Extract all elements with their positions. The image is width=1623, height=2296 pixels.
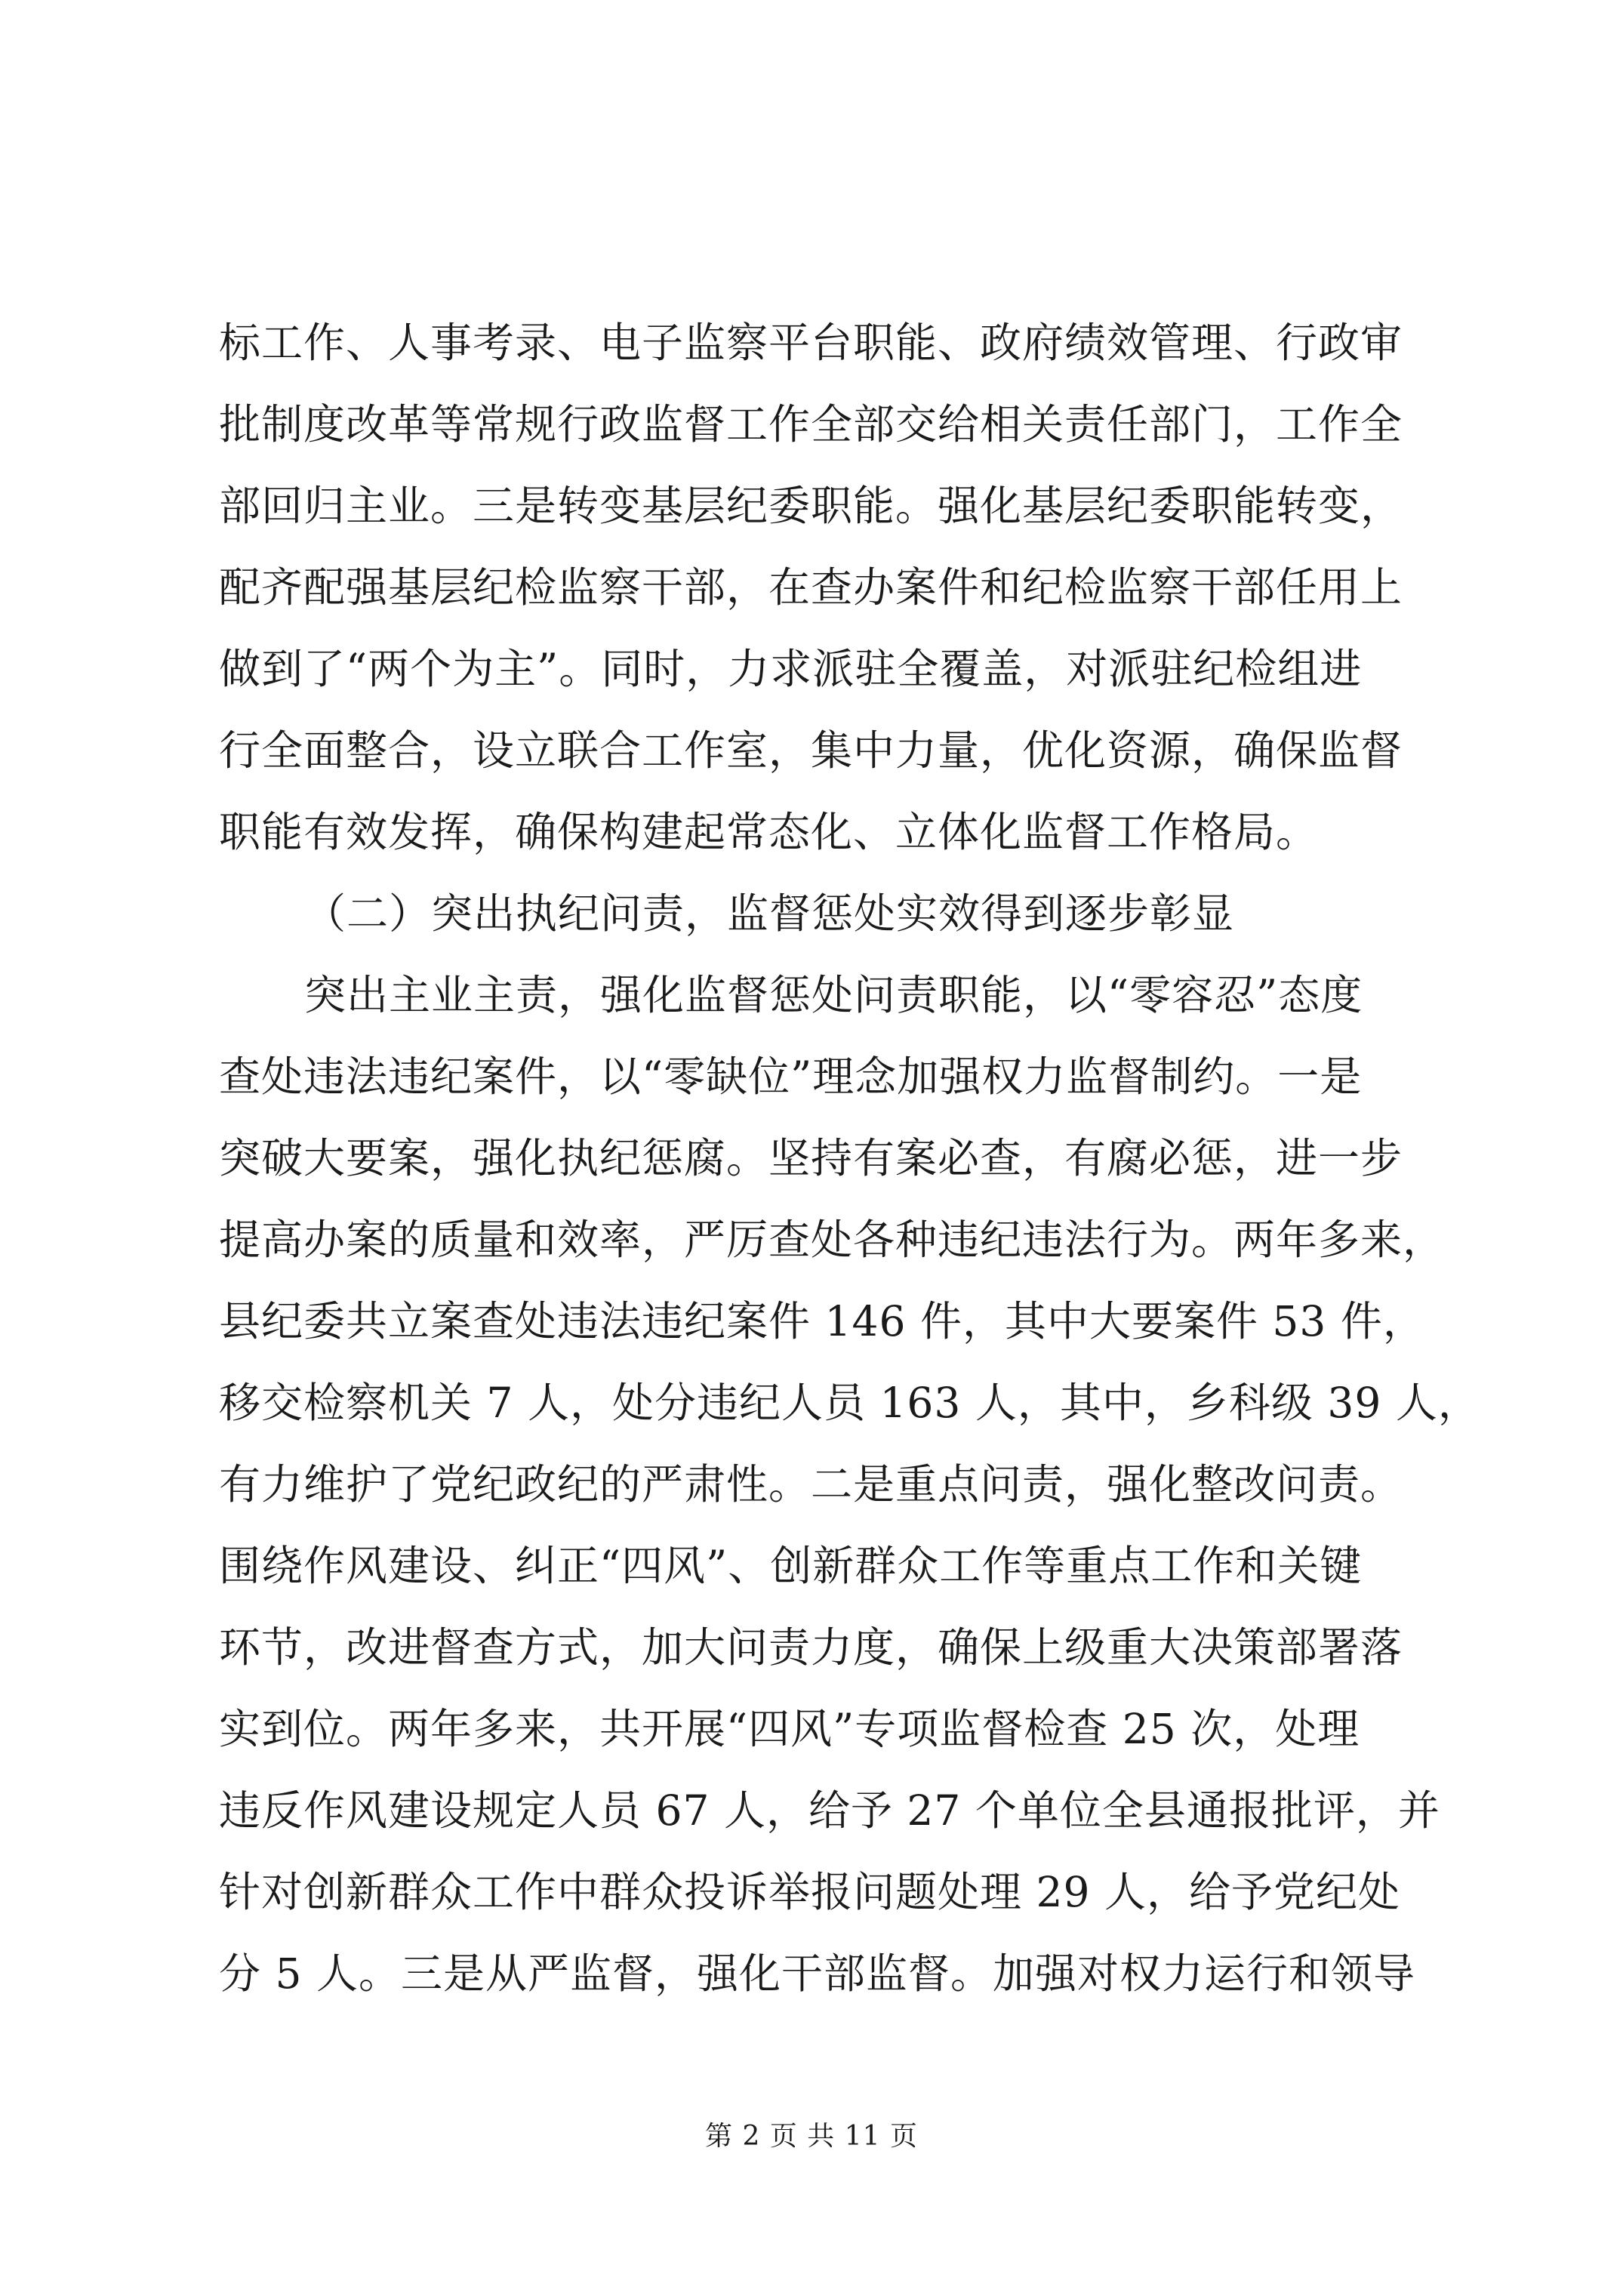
text-line: 行全面整合，设立联合工作室，集中力量，优化资源，确保监督: [219, 726, 1403, 775]
page-number-footer: 第 2 页 共 11 页: [705, 2121, 918, 2152]
text-line: 分 5 人。三是从严监督，强化干部监督。加强对权力运行和领导: [219, 1949, 1415, 1998]
text-line: 标工作、人事考录、电子监察平台职能、政府绩效管理、行政审: [219, 319, 1403, 367]
text-line: 环节，改进督查方式，加大问责力度，确保上级重大决策部署落: [219, 1623, 1403, 1672]
text-line: 部回归主业。三是转变基层纪委职能。强化基层纪委职能转变，: [219, 482, 1403, 530]
section-heading: （二）突出执纪问责，监督惩处实效得到逐步彰显: [304, 889, 1235, 938]
text-line: 有力维护了党纪政纪的严肃性。二是重点问责，强化整改问责。: [219, 1460, 1403, 1509]
text-line: 县纪委共立案查处违法违纪案件 146 件，其中大要案件 53 件，: [219, 1297, 1425, 1345]
text-line: 违反作风建设规定人员 67 人，给予 27 个单位全县通报批评，并: [219, 1786, 1440, 1835]
text-line: 移交检察机关 7 人，处分违纪人员 163 人，其中，乡科级 39 人，: [219, 1379, 1480, 1427]
text-line: 提高办案的质量和效率，严厉查处各种违纪违法行为。两年多来，: [219, 1216, 1446, 1264]
text-line: 围绕作风建设、纠正“四风”、创新群众工作等重点工作和关键: [219, 1542, 1363, 1590]
text-line: 实到位。两年多来，共开展“四风”专项监督检查 25 次，处理: [219, 1705, 1360, 1753]
body-text: [219, 302, 1480, 2014]
text-line: 批制度改革等常规行政监督工作全部交给相关责任部门，工作全: [219, 400, 1403, 448]
text-line: 针对创新群众工作中群众投诉举报问题处理 29 人，给予党纪处: [219, 1868, 1400, 1916]
text-line: 突破大要案，强化执纪惩腐。坚持有案必查，有腐必惩，进一步: [219, 1134, 1403, 1182]
paragraph-first-line: 突出主业主责，强化监督惩处问责职能，以“零容忍”态度: [304, 971, 1363, 1019]
text-line: 配齐配强基层纪检监察干部，在查办案件和纪检监察干部任用上: [219, 563, 1403, 612]
text-line: 做到了“两个为主”。同时，力求派驻全覆盖，对派驻纪检组进: [219, 645, 1363, 693]
text-line: 职能有效发挥，确保构建起常态化、立体化监督工作格局。: [219, 808, 1319, 856]
text-line: 查处违法违纪案件，以“零缺位”理念加强权力监督制约。一是: [219, 1052, 1363, 1101]
